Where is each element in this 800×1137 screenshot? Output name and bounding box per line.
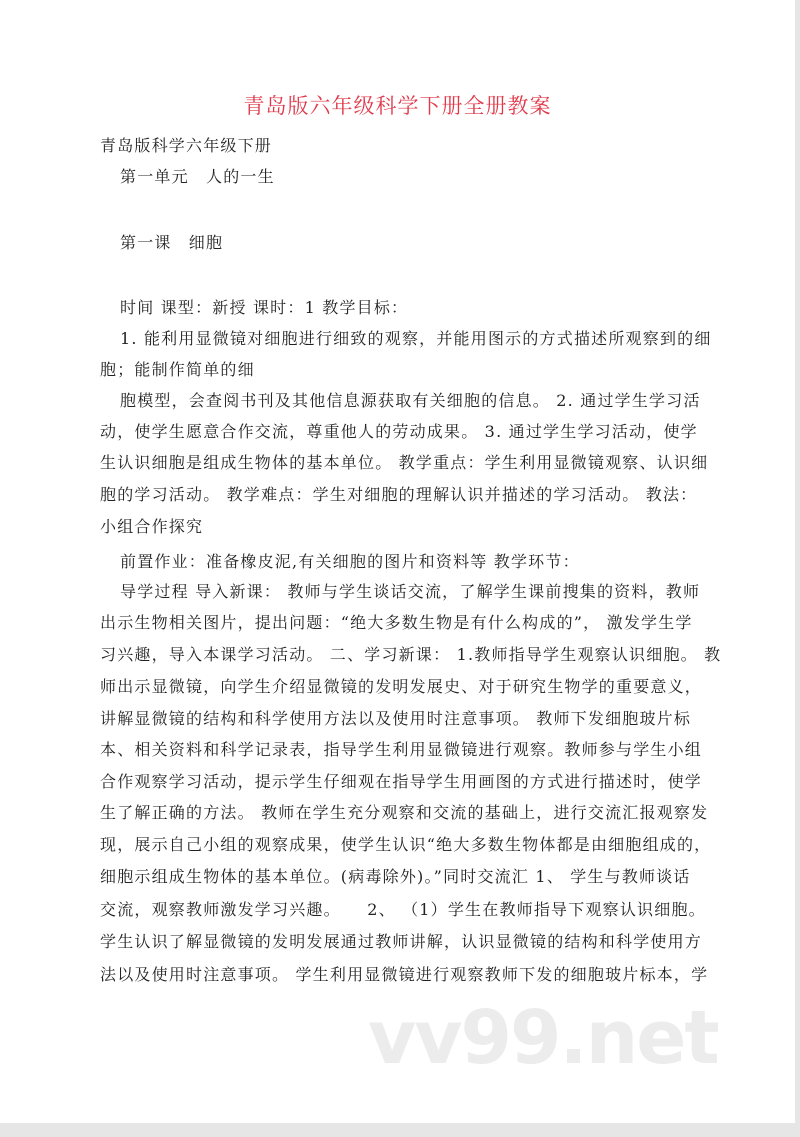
- text-line: 前置作业：准备橡皮泥,有关细胞的图片和资料等 教学环节：: [120, 552, 580, 571]
- text-line: 胞模型，会查阅书刊及其他信息源获取有关细胞的信息。 2. 通过学生学习活: [120, 391, 701, 410]
- text-line: 第一课 细胞: [120, 233, 224, 252]
- text-line: 时间 课型：新授 课时：1 教学目标：: [120, 298, 409, 317]
- text-line: 合作观察学习活动，提示学生仔细观在指导学生用画图的方式进行描述时，使学: [100, 772, 703, 791]
- text-line: 动，使学生愿意合作交流，尊重他人的劳动成果。 3. 通过学生学习活动，使学: [100, 422, 698, 441]
- text-line: 讲解显微镜的结构和科学使用方法以及使用时注意事项。 教师下发细胞玻片标: [100, 709, 692, 728]
- text-line: 生认识细胞是组成生物体的基本单位。 教学重点：学生利用显微镜观察、认识细: [100, 453, 709, 472]
- text-line: 生了解正确的方法。 教师在学生充分观察和交流的基础上，进行交流汇报观察发: [100, 803, 709, 822]
- text-line: 出示生物相关图片，提出问题：“绝大多数生物是有什么构成的”， 激发学生学: [100, 613, 693, 632]
- text-line: 交流，观察教师激发学习兴趣。 2、 （1）学生在教师指导下观察认识细胞。: [100, 900, 706, 919]
- text-line: 小组合作探究: [100, 517, 204, 536]
- text-line: 法以及使用时注意事项。 学生利用显微镜进行观察教师下发的细胞玻片标本，学: [100, 965, 709, 984]
- watermark: vv99.net: [368, 995, 718, 1081]
- text-line: 细胞示组成生物体的基本单位。(病毒除外)。”同时交流汇 1、 学生与教师谈话: [100, 867, 691, 886]
- text-line: 1. 能利用显微镜对细胞进行细致的观察，并能用图示的方式描述所观察到的细: [120, 329, 712, 348]
- text-line: 师出示显微镜，向学生介绍显微镜的发明发展史、对于研究生物学的重要意义，: [100, 677, 703, 696]
- text-line: 青岛版科学六年级下册: [100, 136, 273, 155]
- text-line: 第一单元 人的一生: [120, 167, 275, 186]
- text-line: 习兴趣，导入本课学习活动。 二、学习新课： 1.教师指导学生观察认识细胞。 教: [100, 645, 722, 664]
- text-line: 学生认识了解显微镜的发明发展通过教师讲解，认识显微镜的结构和科学使用方: [100, 932, 703, 951]
- document-title: 青岛版六年级科学下册全册教案: [243, 94, 552, 118]
- text-line: 胞；能制作简单的细: [100, 360, 255, 379]
- text-line: 现，展示自己小组的观察成果，使学生认识“绝大多数生物体都是由细胞组成的，: [100, 835, 712, 854]
- text-line: 胞的学习活动。 教学难点：学生对细胞的理解认识并描述的学习活动。 教法：: [100, 485, 698, 504]
- text-line: 本、相关资料和科学记录表，指导学生利用显微镜进行观察。教师参与学生小组: [100, 740, 703, 759]
- text-line: 导学过程 导入新课： 教师与学生谈话交流，了解学生课前搜集的资料，教师: [120, 582, 701, 601]
